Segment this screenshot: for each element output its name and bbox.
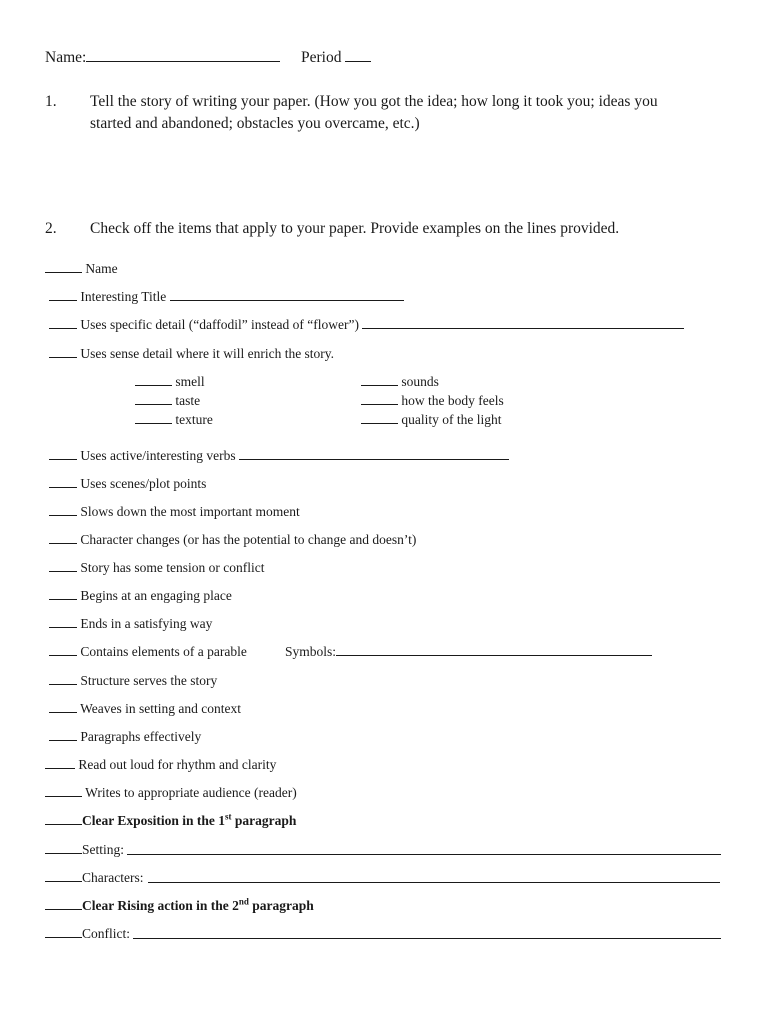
check-item-name [45, 262, 118, 276]
name-label: Name: [45, 49, 87, 66]
item-label: Story has some tension or conflict [80, 560, 265, 575]
check-item-read-aloud [45, 758, 276, 772]
symbols-line [285, 645, 652, 659]
item-label: Weaves in setting and context [80, 701, 242, 716]
item-label: Uses sense detail where it will enrich the story. [80, 346, 335, 361]
q1-text-line1: Tell the story of writing your paper. (How you got the idea; how long it took you; ideas you [90, 93, 658, 110]
check-item-tension [49, 561, 264, 575]
item-label: smell [175, 374, 205, 389]
check-blank [45, 936, 82, 938]
item-label: Uses active/interesting verbs [80, 448, 236, 463]
item-label: Begins at an engaging place [80, 588, 232, 603]
check-blank [45, 852, 82, 854]
check-blank [49, 626, 77, 628]
check-blank [49, 356, 77, 358]
item-label: Clear Rising action in the 2 [82, 898, 239, 913]
setting-label: Setting: [82, 842, 125, 857]
item-label: quality of the light [401, 412, 502, 427]
item-label: Name [85, 261, 118, 276]
symbols-label: Symbols: [285, 644, 337, 659]
check-blank [45, 271, 82, 273]
sense-item-body-feels [361, 394, 504, 408]
period-line [301, 50, 371, 66]
item-label: Clear Exposition in the 1 [82, 813, 226, 828]
item-label: Paragraphs effectively [80, 729, 202, 744]
check-item-begins [49, 589, 232, 603]
conflict-line [45, 927, 130, 941]
q2-text: Check off the items that apply to your paper. Provide examples on the lines provided. [90, 220, 620, 237]
check-item-active-verbs [49, 449, 509, 463]
item-label: Writes to appropriate audience (reader) [85, 785, 297, 800]
item-label-end: paragraph [231, 813, 297, 828]
sense-item-sounds [361, 375, 439, 389]
example-blank [336, 654, 652, 656]
check-blank [49, 598, 77, 600]
ordinal-suffix: st [225, 811, 232, 822]
check-blank [361, 384, 398, 386]
setting-example-blank [127, 854, 721, 855]
check-blank [45, 795, 82, 797]
item-label: taste [175, 393, 201, 408]
check-item-ends [49, 617, 212, 631]
check-blank [361, 422, 398, 424]
check-item-rising-action [45, 896, 314, 913]
check-item-structure [49, 674, 217, 688]
check-item-interesting-title [49, 290, 404, 304]
q1-number: 1. [45, 93, 57, 110]
check-blank [45, 767, 75, 769]
check-item-paragraphs [49, 730, 201, 744]
item-label: Structure serves the story [80, 673, 218, 688]
check-item-slows-down [49, 505, 300, 519]
example-blank [239, 458, 509, 460]
setting-line [45, 843, 124, 857]
check-blank [135, 403, 172, 405]
item-label: how the body feels [401, 393, 504, 408]
item-label: Uses scenes/plot points [80, 476, 207, 491]
check-blank [49, 654, 77, 656]
item-label-end: paragraph [248, 898, 314, 913]
name-line [45, 50, 280, 66]
period-label: Period [301, 49, 342, 66]
period-blank [345, 60, 371, 62]
characters-line [45, 871, 143, 885]
check-blank [135, 422, 172, 424]
sense-item-light [361, 413, 502, 427]
name-blank [86, 60, 280, 62]
example-blank [170, 299, 404, 301]
check-item-audience [45, 786, 297, 800]
item-label: Contains elements of a parable [80, 644, 247, 659]
item-label: Uses specific detail (“daffodil” instead of “flower”) [80, 317, 360, 332]
check-blank [135, 384, 172, 386]
check-item-parable [49, 645, 247, 659]
check-blank [49, 327, 77, 329]
check-item-character-changes [49, 533, 416, 547]
item-label: Character changes (or has the potential to change and doesn’t) [80, 532, 417, 547]
ordinal-suffix: nd [238, 896, 249, 907]
check-item-scenes [49, 477, 206, 491]
check-blank [49, 486, 77, 488]
check-blank [361, 403, 398, 405]
characters-example-blank [148, 882, 720, 883]
check-blank [49, 514, 77, 516]
check-blank [49, 299, 77, 301]
q1-text-line2: started and abandoned; obstacles you overcame, etc.) [90, 115, 420, 132]
item-label: Ends in a satisfying way [80, 616, 213, 631]
item-label: Interesting Title [80, 289, 167, 304]
sense-item-taste [135, 394, 200, 408]
sense-item-texture [135, 413, 213, 427]
check-blank [45, 823, 82, 825]
item-label: Read out loud for rhythm and clarity [78, 757, 277, 772]
characters-label: Characters: [82, 870, 144, 885]
sense-item-smell [135, 375, 205, 389]
item-label: sounds [401, 374, 439, 389]
item-label: texture [175, 412, 213, 427]
check-item-exposition [45, 811, 297, 828]
item-label: Slows down the most important moment [80, 504, 300, 519]
check-blank [49, 542, 77, 544]
check-blank [49, 739, 77, 741]
q2-number: 2. [45, 220, 57, 237]
check-item-sense-detail [49, 347, 334, 361]
conflict-example-blank [133, 938, 721, 939]
example-blank [362, 327, 684, 329]
check-blank [49, 711, 77, 713]
check-blank [49, 458, 77, 460]
conflict-label: Conflict: [82, 926, 130, 941]
check-blank [45, 880, 82, 882]
check-blank [49, 570, 77, 572]
check-blank [45, 908, 82, 910]
check-item-setting-context [49, 702, 241, 716]
check-blank [49, 683, 77, 685]
check-item-specific-detail [49, 318, 684, 332]
